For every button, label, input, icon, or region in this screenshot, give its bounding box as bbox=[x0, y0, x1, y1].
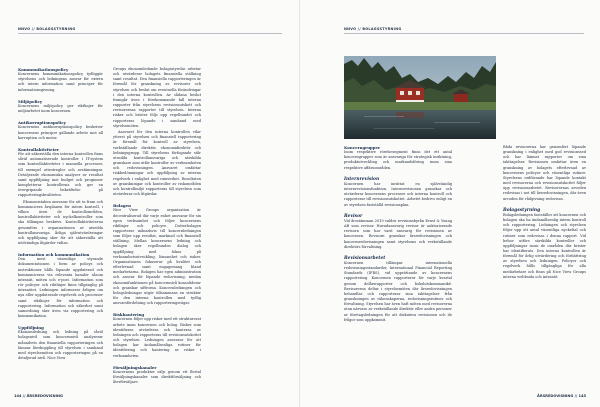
body-paragraph: Groups ekonomiledande bolagsstyrelse arbetar och utvärderar bolagets finansiella ställning samt resultat. Den finansiella rapporteringen är föremål för granskning av revisorer och styrelsen och beslut om eventuella förändringar i den interna kontrollen. Av sådana beslut framgår även i förekommande fall interna rapporter från styrelsens revisionsutskott och revisorernas rapporter till styrelsen. Interna risker och brister följs upp regelbundet och rapporteras löpande i samband med styrelsemöten. bbox=[113, 67, 201, 128]
photo-graphic bbox=[344, 56, 496, 139]
section-heading: Riskhantering bbox=[113, 312, 145, 318]
folio-right: ÅRSREDOVISNING // 145 bbox=[537, 394, 586, 398]
left-column-1 bbox=[18, 67, 103, 389]
header-rule-right bbox=[344, 33, 584, 34]
section-heading: Kommunikationspolicy bbox=[18, 67, 69, 72]
section-heading: Revisionsarbetet bbox=[344, 255, 386, 261]
body-paragraph: Vid årsstämman 2019 valdes revisionsbyrån Ernst & Young AB som revisor. Huvudansvarig revisor är auktoriserade revisorn som har varit ansvarig för revisionen av koncernen. Revisorn granskar årsredovisningen och koncernredovisningen samt styrelsens och verkställande direktörs förvaltning. bbox=[344, 218, 452, 249]
folio-left: 144 // ÅRSREDOVISNING bbox=[14, 394, 63, 398]
right-column-2 bbox=[503, 145, 586, 389]
body-paragraph: Bolagsledningen fastställer att koncernen och bolagen ska ha ändamålsenlig intern kontroll och rapportering. Ledningen och styrelsen följer upp ett antal väsentliga nyckeltal och rutiner som redovisas i denna rapport. Vid behov utförs särskilda kontroller och uppföljningar inom de områden där brister har identifierats. Den interna kontrollen är föremål för årlig utvärdering och förbättring av styrelsen och ledningen. Policyer och regelverk hålls tillgängliga för alla medarbetare och finns på Nice View Groups interna webbsida och intranät. bbox=[503, 212, 586, 279]
body-paragraph: Ekonomistaben ansvarar för att ta fram och kommunicera årsplanen för intern kontroll, i vilken även de kontrollområden, kontrollaktiviteter och nyckelkontroller som ska tillämpas beskrivs. Kontrollaktiviteterna genomförs i organisationen av utsedda kontrollansvariga. Årliga självutvärderingar och uppföljning sker för att säkerställa att nödvändiga åtgärder vidtas. bbox=[18, 199, 103, 245]
body-paragraph: Koncernen har inrättat en självständig internrevisionsfunktion. Internrevisionen granskar och utvärderar koncernens processer och interna kontroll och rapporterar till revisionsutskottet. Arbetet bedrivs enligt en av styrelsen fastställd revisionsplan. bbox=[344, 181, 452, 207]
section-heading: Uppföljning bbox=[18, 325, 44, 331]
body-paragraph: Koncernens miljöpolicy ger riktlinjer för miljöarbetet inom koncernen. bbox=[18, 103, 103, 114]
section-heading: Antikorruptionspolicy bbox=[18, 120, 66, 126]
running-head-right: NNVO // BOLAGSSTYRNING bbox=[344, 27, 402, 31]
header-rule-left bbox=[18, 33, 282, 34]
body-paragraph: Koncernens antikorruptionspolicy beskriver koncernens principer gällande arbete mot all korruption och mutor. bbox=[18, 125, 103, 140]
body-paragraph: Inom respektive rörelsesegment finns det ett antal koncerngrupper som är ansvariga för strategisk inriktning, produktutveckling och marknadsföring inom sina respektive affärsområden. bbox=[344, 150, 452, 170]
section-heading: Miljöpolicy bbox=[18, 98, 43, 104]
running-head-left: NNVO // BOLAGSSTYRNING bbox=[18, 27, 76, 31]
body-paragraph: Båda revisorerna har genomfört löpande granskning i enlighet med god revisionssed och har lämnat rapporter om sina iakttagelser. Revisionen omfattar även en granskning av bolagets efterlevnad av koncernens policyer och väsentliga rutiner. Styrelsens ordförande har löpande kontakt med revisorerna och revisionsutskottet följer upp revisionsarbetet. Revisorernas arvoden redovisas i not till årsredovisningen, där även arvoden för rådgivning redovisas. bbox=[503, 145, 586, 201]
right-page bbox=[300, 0, 600, 407]
section-heading: Bolagen bbox=[113, 203, 131, 209]
section-heading: Revisor bbox=[344, 213, 363, 219]
left-column-2 bbox=[113, 67, 201, 389]
body-paragraph: Koncernens produkter säljs genom ett flertal försäljningskanaler som direktförsäljning och återförsäljare. bbox=[113, 369, 201, 385]
house-by-lake-photo bbox=[344, 56, 496, 139]
right-column-1 bbox=[344, 145, 452, 389]
section-heading: Koncerngrupper bbox=[344, 145, 381, 150]
body-paragraph: Ekonomiledning och ledning på såväl bolagsnivå som koncernnivå analyserar månadsvis den finansiella rapporteringen och lämnar återkoppling till styrelsen i samband med styrelsemöten och rapporteringen på en detaljerad nivå. Nice View bbox=[18, 330, 103, 361]
body-paragraph: Koncernens kommunikationspolicy tydliggör styrelsens och ledningens ansvar för extern och intern information samt principer för informationsgivning. bbox=[18, 72, 103, 92]
body-paragraph: Den mest väsentliga styrande dokumentationen i form av policys och instruktioner hålls löpande uppdaterad och kommuniceras via relevanta kanaler såsom intranät, möten och e-post. Information som rör policyer och riktlinjer finns tillgänglig på intranätet. Ledningen informerar årligen om nya eller uppdaterade regelverk och processer samt riktlinjer för information och rapportering. Information och säkerhet samt samordning sker även via rapportering och kommunikation. bbox=[18, 257, 103, 319]
body-paragraph: Koncernen följer upp risker med ett strukturerat arbete inom koncernen och bolag. Risker som identifieras utvärderas och hanteras av ledningen och rapporteras till revisionsutskottet och styrelsen. Ledningen ansvarar för att bolagen har ändamålsenliga rutiner för identifiering och hantering av risker i verksamheten. bbox=[113, 317, 201, 358]
section-heading: Kontrollaktiviteter bbox=[18, 146, 59, 152]
body-paragraph: För att säkerställa den interna kontrollen finns såväl automatiserade kontroller i IT-system som kontrollaktiviteter i manuella processer, till exempel attestregler och avstämningar. Detaljerade ekonomiska analyser av resultat samt uppföljning mot budget och prognoser kompletterar kontrollerna och ger en övergripande bekräftelse på rapporteringskvaliteten. bbox=[18, 152, 103, 198]
section-heading: Försäljningskanaler bbox=[113, 364, 157, 370]
body-paragraph: Koncernen tillämpar internationella redovisningsstandarder, International Financial Reporting Standards (IFRS), vid upprättande av koncernens rapportering. Koncernen rapporterar för varje kvartal genom delårsrapporter och bokslutskommuniké. Revisorerna deltar i styrelsemöten där årsredovisningen behandlas och rapporterar sina iakttagelser från granskningen av räkenskaperna, redovisningsrutiner och förvaltning. Styrelsen har även haft möten med revisorerna utan närvaro av verkställande direktör eller andra personer ur företagsledningen för att diskutera revisionen och de frågor som uppkommit. bbox=[344, 260, 452, 322]
body-paragraph: Ansvaret för den interna kontrollen vilar ytterst på styrelsen och finansiell rapportering är föremål för kontroll av styrelsen, verkställande direktör, ekonomidirektör och ledningsgrupp. Till styrelsens förfogande står utsedda kontrollansvariga och särskilda granskare som utför kontroller av verksamheten och redovisningen. Ansvaret omfattar riskbedömningar och uppföljning av interna regelverk i enlighet med ramverket. Resultaten av granskningar och kontroller av riskområden och kontrollmiljö rapporteras till styrelsen som utvärderar och åtgärdar. bbox=[113, 130, 201, 197]
body-paragraph: Nice View Groups organisation är decentraliserad där varje enhet ansvarar för sin egen verksamhet och följer koncernens riktlinjer och policyer. Dotterbolagen rapporterar månadsvis till koncernledningen som följer upp resultat, marknad och finansiell ställning. Mellan koncernens ledning och bolagen sker regelbunden dialog och uppföljning med fokus på verksamhetsutveckling, lönsamhet och risker. Organisationen fokuserar på kvalitet och efterlevnad samt engagemang bland medarbetarna. Bolagen har egen administration och ansvar för löpande redovisning, medan ekonomifunktionen på koncernnivå konsoliderar och granskar siffrorna. Koncernledningen och bolagsledningar utgör tillsammans en struktur för den interna kontrollen med tydlig ansvarsfördelning och rapporteringsvägar. bbox=[113, 208, 201, 306]
section-heading: Bolagsstyrning bbox=[503, 207, 541, 213]
section-heading: Internrevision bbox=[344, 176, 380, 182]
section-heading: Information och kommunikation bbox=[18, 252, 90, 258]
